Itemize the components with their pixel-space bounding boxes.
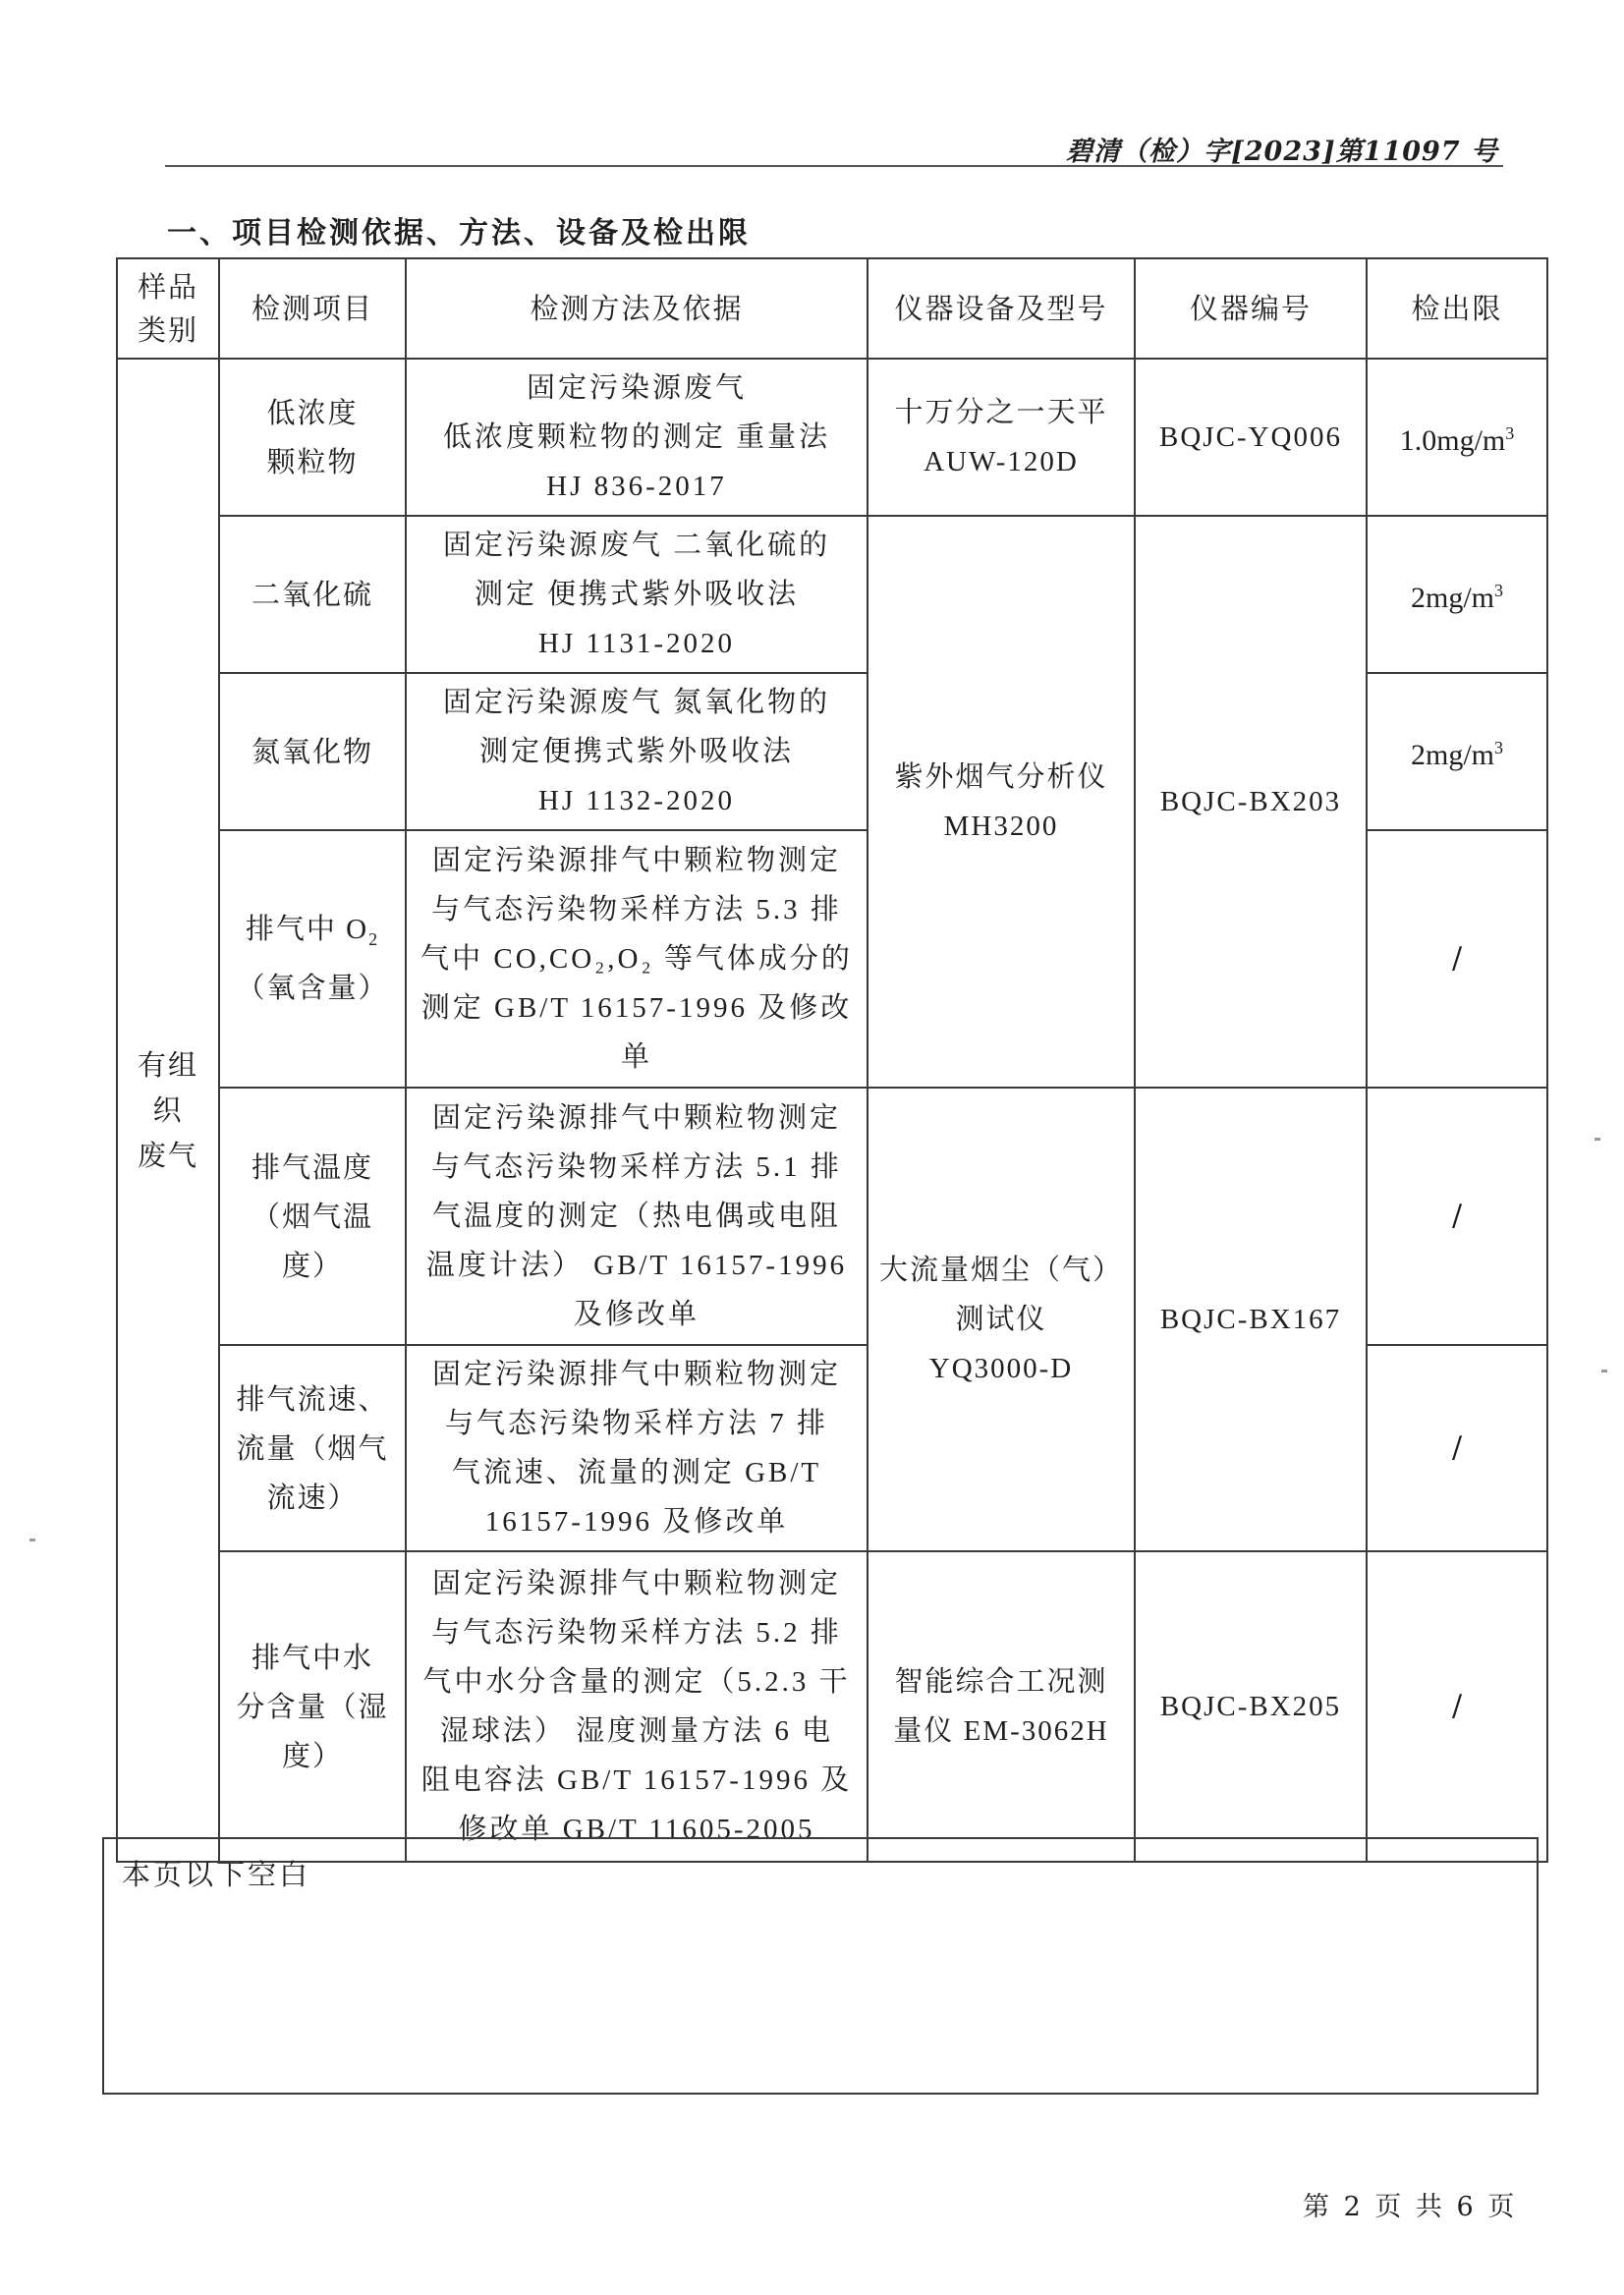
instrument-no-cell: BQJC-BX205 xyxy=(1135,1551,1367,1862)
item-prefix: 排气中 O xyxy=(245,914,369,946)
scan-artifact xyxy=(1595,1138,1600,1141)
detection-limit-cell: / xyxy=(1367,1345,1547,1551)
instrument-cell: 大流量烟尘（气） 测试仪 YQ3000-D xyxy=(868,1088,1135,1551)
method-cell: 固定污染源排气中颗粒物测定 与气态污染物采样方法 5.3 排 气中 CO,CO₂,O₂ 等气体成分的 测定 GB/T 16157-1996 及修改 单 xyxy=(406,830,868,1088)
scan-artifact xyxy=(1601,1370,1607,1372)
instrument-no-cell: BQJC-YQ006 xyxy=(1135,359,1367,516)
test-item-cell: 二氧化硫 xyxy=(219,516,406,673)
method-cell: 固定污染源废气 氮氧化物的 测定便携式紫外吸收法 HJ 1132-2020 xyxy=(406,673,868,830)
table-row xyxy=(117,359,1547,516)
limit-value: 2mg/m xyxy=(1410,582,1494,614)
report-number: 碧清（检）字[2023]第11097 号 xyxy=(1065,137,1498,167)
instrument-no-cell: BQJC-BX167 xyxy=(1135,1088,1367,1551)
test-item-cell: 排气温度 （烟气温 度） xyxy=(219,1088,406,1345)
method-cell: 固定污染源排气中颗粒物测定 与气态污染物采样方法 7 排 气流速、流量的测定 GB/T 16157-1996 及修改单 xyxy=(406,1345,868,1551)
table-row xyxy=(117,1088,1547,1345)
limit-exponent: 3 xyxy=(1494,581,1503,600)
test-item-cell: 氮氧化物 xyxy=(219,673,406,830)
instrument-cell: 紫外烟气分析仪 MH3200 xyxy=(868,516,1135,1088)
header-rule xyxy=(165,165,1503,167)
test-item-cell: 低浓度 颗粒物 xyxy=(219,359,406,516)
test-item-cell: 排气中水 分含量（湿 度） xyxy=(219,1551,406,1862)
item-subscript: 2 xyxy=(368,928,380,949)
item-suffix: （氧含量） xyxy=(236,972,389,1004)
detection-limit-cell: / xyxy=(1367,830,1547,1088)
header-method: 检测方法及依据 xyxy=(406,258,868,359)
blank-below-note: 本页以下空白 xyxy=(122,1858,311,1891)
instrument-cell: 十万分之一天平 AUW-120D xyxy=(868,359,1135,516)
instrument-no-cell: BQJC-BX203 xyxy=(1135,516,1367,1088)
method-cell: 固定污染源排气中颗粒物测定 与气态污染物采样方法 5.1 排 气温度的测定（热电偶或电阻 温度计法） GB/T 16157-1996 及修改单 xyxy=(406,1088,868,1345)
detection-limit-cell xyxy=(1367,359,1547,516)
page-number: 第 2 页 共 6 页 xyxy=(1303,2192,1518,2222)
limit-exponent: 3 xyxy=(1494,738,1503,757)
table-row xyxy=(117,1551,1547,1862)
table-row xyxy=(117,516,1547,673)
method-cell: 固定污染源废气 低浓度颗粒物的测定 重量法 HJ 836-2017 xyxy=(406,359,868,516)
table-header-row xyxy=(117,258,1547,359)
section-title: 一、项目检测依据、方法、设备及检出限 xyxy=(167,216,751,251)
detection-limit-cell: / xyxy=(1367,1551,1547,1862)
header-instrument: 仪器设备及型号 xyxy=(868,258,1135,359)
test-item-cell: 排气流速、 流量（烟气 流速） xyxy=(219,1345,406,1551)
limit-value: 2mg/m xyxy=(1410,739,1494,771)
detection-limit-cell xyxy=(1367,516,1547,673)
test-item-cell xyxy=(219,830,406,1088)
limit-value: 1.0mg/m xyxy=(1399,424,1506,457)
method-cell: 固定污染源排气中颗粒物测定 与气态污染物采样方法 5.2 排 气中水分含量的测定（5.2.3 干 湿球法） 湿度测量方法 6 电 阻电容法 GB/T 16157-1996 及 修改单 GB/T 11605-2005 xyxy=(406,1551,868,1862)
sample-category-cell: 有组 织 废气 xyxy=(117,359,219,1862)
header-test-item: 检测项目 xyxy=(219,258,406,359)
detection-limit-cell xyxy=(1367,673,1547,830)
blank-note-box xyxy=(102,1837,1539,2095)
header-instrument-no: 仪器编号 xyxy=(1135,258,1367,359)
detection-basis-table xyxy=(116,257,1548,1863)
detection-limit-cell: / xyxy=(1367,1088,1547,1345)
limit-exponent: 3 xyxy=(1505,423,1515,443)
page-footer xyxy=(1303,2185,1517,2223)
scan-artifact xyxy=(29,1539,35,1541)
instrument-cell: 智能综合工况测 量仪 EM-3062H xyxy=(868,1551,1135,1862)
method-cell: 固定污染源废气 二氧化硫的 测定 便携式紫外吸收法 HJ 1131-2020 xyxy=(406,516,868,673)
header-sample-category: 样品 类别 xyxy=(117,258,219,359)
header-limit: 检出限 xyxy=(1367,258,1547,359)
